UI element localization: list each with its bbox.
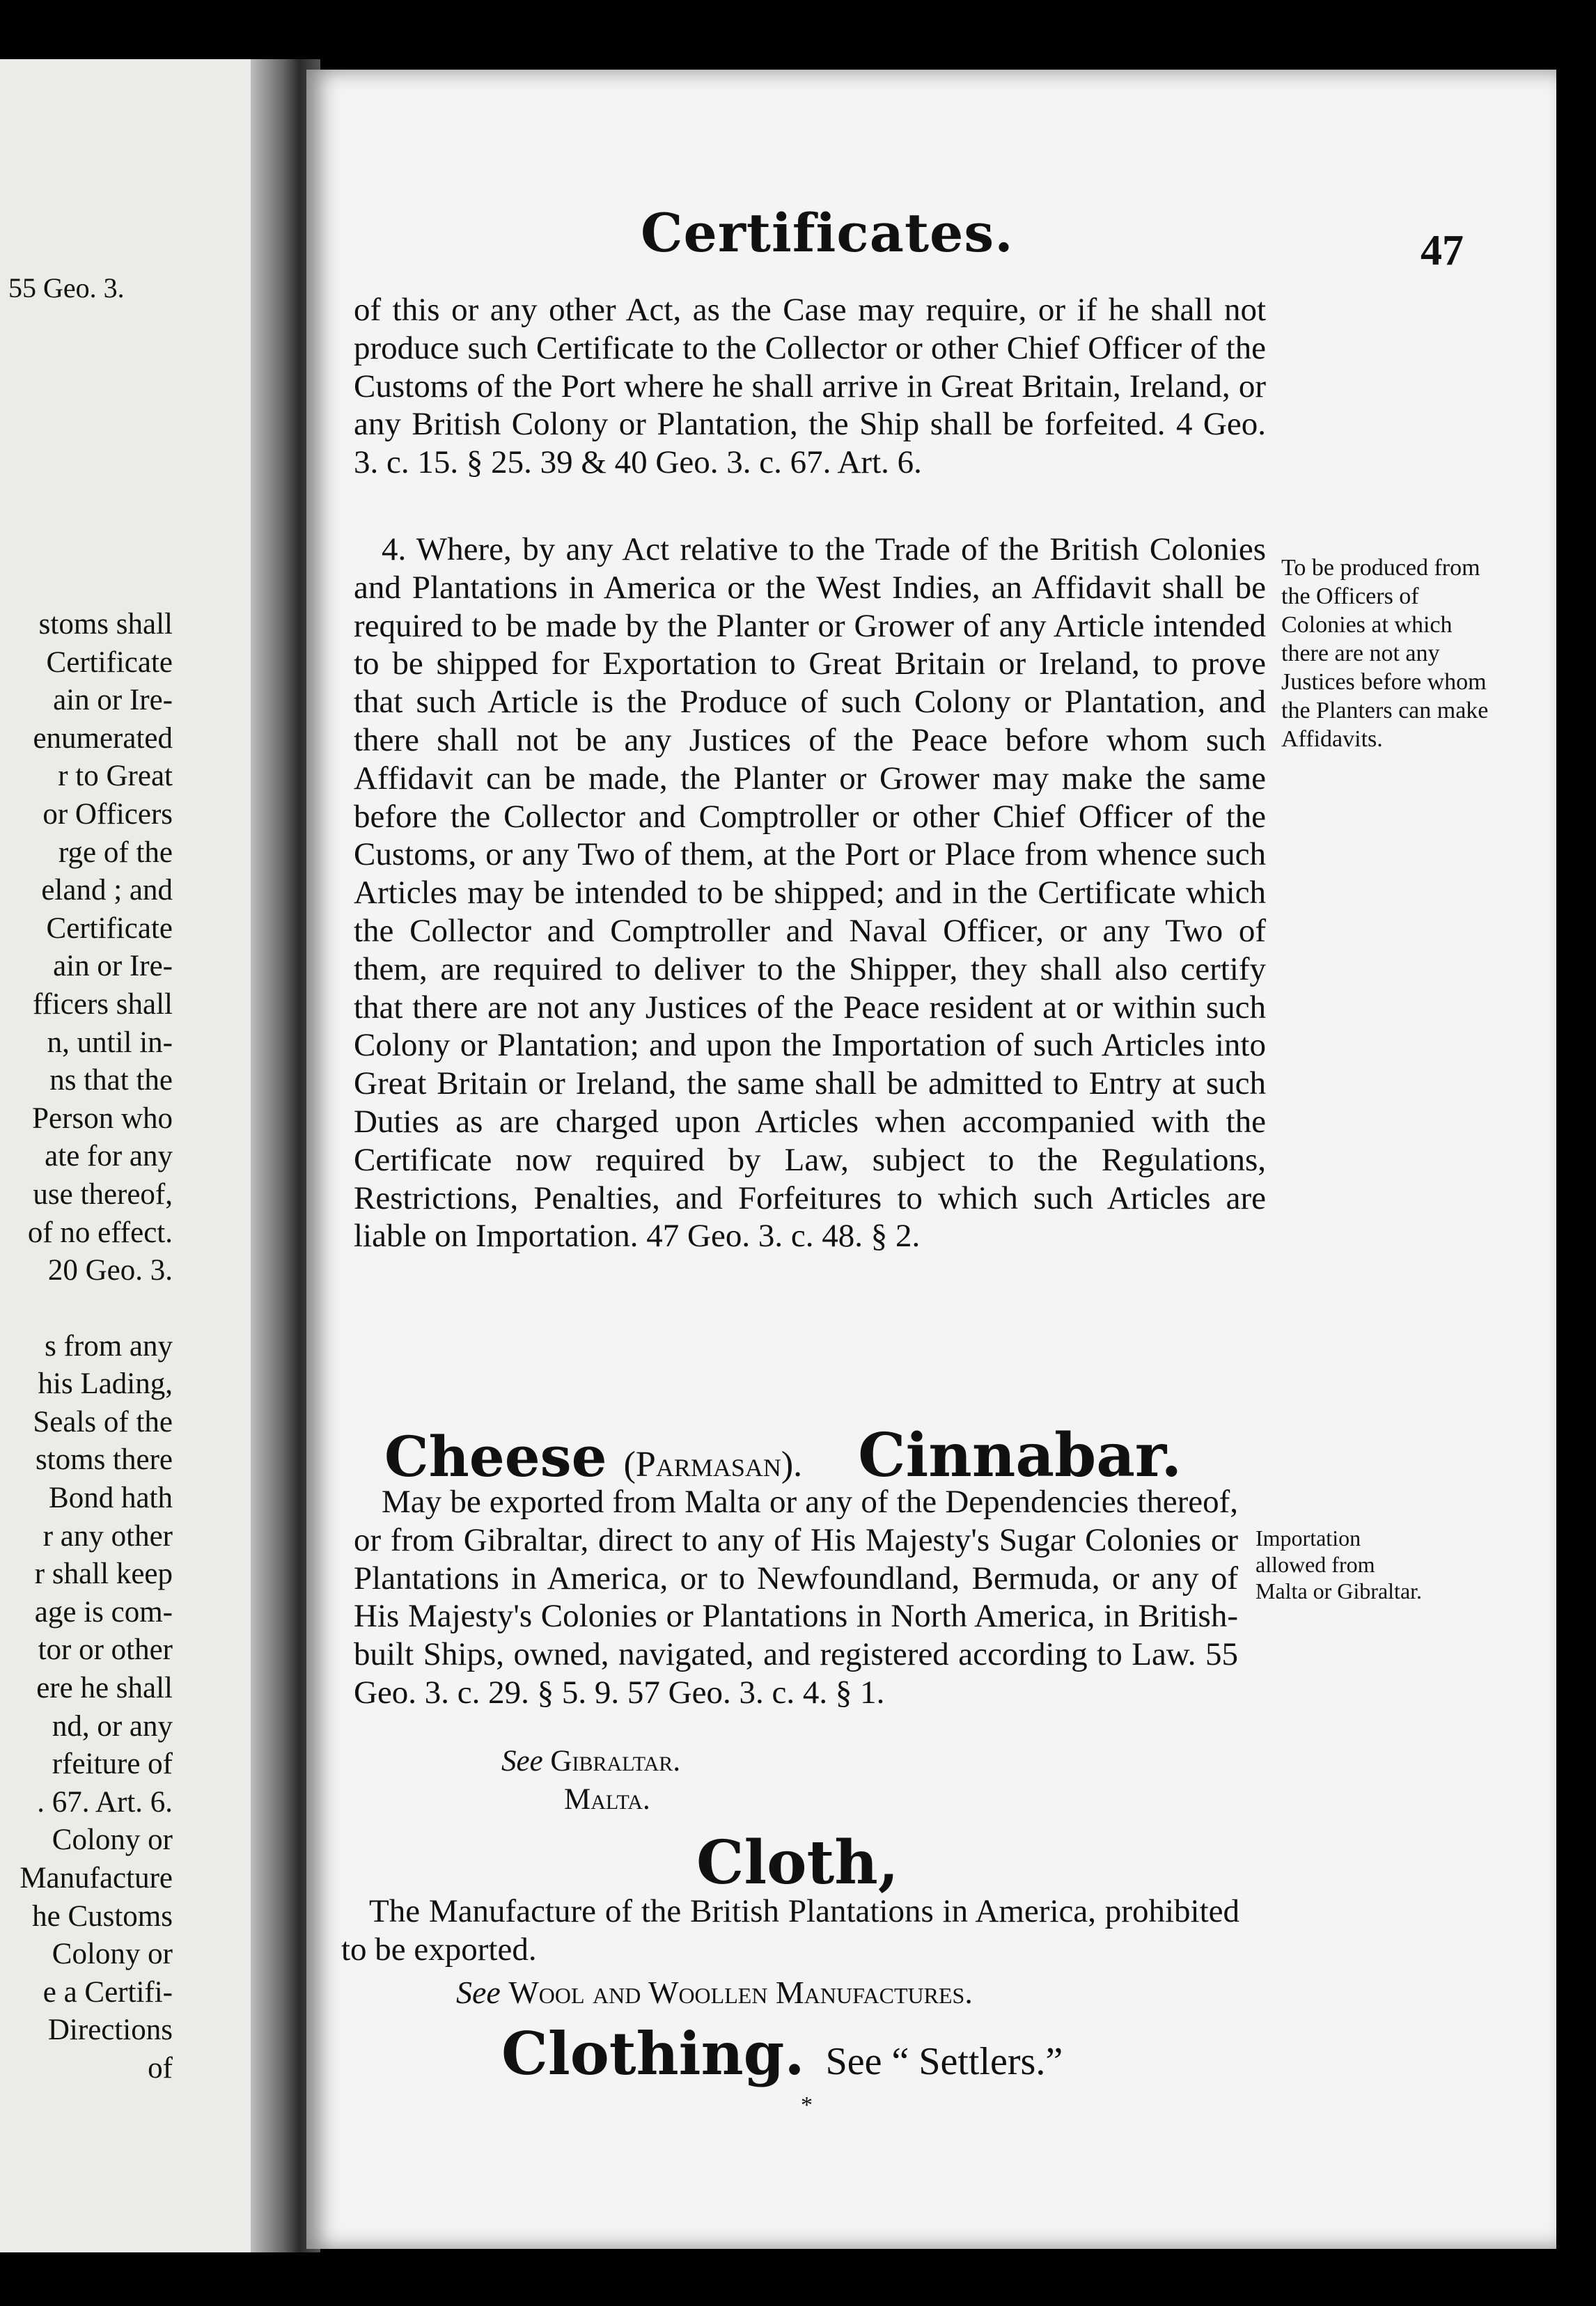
left-page-line: of no effect.: [27, 1216, 173, 1249]
paragraph-text: of this or any other Act, as the Case may require, or if he shall not produce such Certificate to the Collector or other Chief Officer of the Customs of the Port where he shall arrive in Great Britain, Ireland, or any British Colony or Plantation, the Ship shall be forfeited. 4 Geo. 3. c. 15. § 25. 39 & 40 Geo. 3. c. 67. Art. 6.: [354, 292, 1266, 481]
running-head: Certificates.: [641, 202, 1014, 264]
left-page-line: . 67. Art. 6.: [37, 1785, 173, 1819]
left-page-line: r any other: [42, 1519, 173, 1553]
left-page-line: s from any: [45, 1329, 173, 1363]
left-page-line: Person who: [32, 1101, 173, 1135]
left-page-line: stoms there: [35, 1443, 173, 1477]
heading-clothing: Clothing.: [501, 2019, 805, 2088]
left-page-line: nd, or any: [52, 1709, 173, 1743]
heading-parmasan: (Parmasan).: [623, 1445, 803, 1484]
paragraph-text: 4. Where, by any Act relative to the Trade of the British Colonies and Plantations in America or the West Indies, an Affidavit shall be required to be made by the Planter or Grower of any Article intended to be shipped for Exportation to Great Britain or Ireland, to prove that such Article is the Produce of such Colony or Plantation, and there shall not be any Justices of the Peace before whom such Affidavit can be made, the Planter or Grower may make the same before the Collector and Comptroller or other Chief Officer of the Customs, or any Two of them, at the Port or Place from whence such Articles may be intended to be shipped; and in the Certificate which the Collector and Comptroller and Naval Officer, or any Two of them, are required to deliver to the Shipper, they shall also certify that there are not any Justices of the Peace resident at or within such Colony or Plantation; and upon the Importation of such Articles into Great Britain or Ireland, the same shall be admitted to Entry at such Duties as are charged upon Articles when accompanied with the Certificate now required by Law, subject to the Regulations, Restrictions, Penalties, and Forfeitures to which such Articles are liable on Importation. 47 Geo. 3. c. 48. § 2.: [354, 531, 1266, 1255]
left-page-line: or Officers: [42, 797, 173, 831]
left-page-line: ain or Ire-: [53, 684, 173, 717]
left-page-line: Manufacture: [19, 1862, 173, 1895]
left-page-line: Certificate: [46, 911, 173, 945]
left-page-column: [0, 606, 173, 2088]
heading-cheese-cinnabar: [384, 1420, 1262, 1491]
left-page-line: his Lading,: [38, 1367, 173, 1401]
left-page-line: Colony or: [52, 1938, 173, 1971]
page-number: 47: [1421, 227, 1464, 274]
left-page-line: Bond hath: [49, 1482, 173, 1515]
paragraph-text: May be exported from Malta or any of the Dependencies thereof, or from Gibraltar, direct to any of His Majesty's Sugar Colonies or Plantations in America, or to Newfoundland, Bermuda, or any of His Majesty's Colonies or Plantations in North America, in British-built Ships, owned, navigated, and registered according to Law. 55 Geo. 3. c. 29. § 5. 9. 57 Geo. 3. c. 4. § 1.: [354, 1484, 1238, 1711]
paragraph-text: The Manufacture of the British Plantations in America, prohibited to be exported.: [341, 1893, 1239, 1968]
left-page-line: rfeiture of: [52, 1748, 173, 1781]
left-page-line: tor or other: [38, 1633, 173, 1667]
margin-note-importation: Importation allowed from Malta or Gibraltar.: [1255, 1525, 1423, 1603]
left-page-line: 20 Geo. 3.: [47, 1254, 173, 1287]
heading-cinnabar: Cinnabar.: [858, 1420, 1182, 1491]
left-page-line: ere he shall: [36, 1672, 173, 1705]
see-label: See: [456, 1975, 501, 2010]
left-page-line: ns that the: [49, 1064, 173, 1097]
margin-note-affidavits: To be produced from the Officers of Colonies at which there are not any Justices before whom the Planters can make Affidavits.: [1281, 555, 1489, 752]
see-wool: Wool and Woollen Manufactures.: [508, 1975, 973, 2010]
cross-ref-malta: Malta.: [564, 1783, 650, 1816]
heading-cloth: Cloth,: [696, 1828, 899, 1898]
left-page-line: age is com-: [34, 1595, 173, 1629]
left-page: [0, 59, 265, 2252]
left-page-line: r shall keep: [34, 1558, 173, 1591]
left-page-reference: 55 Geo. 3.: [8, 272, 125, 304]
left-page-line: of: [148, 2051, 173, 2085]
asterisk-mark: *: [801, 2092, 813, 2118]
left-page-line: ate for any: [45, 1140, 173, 1173]
heading-clothing-row: [501, 2019, 1063, 2088]
cross-ref-gibraltar: [501, 1744, 680, 1778]
left-page-line: e a Certifi-: [42, 1975, 173, 2009]
paragraph-affidavit: [354, 531, 1266, 1255]
heading-cheese: Cheese: [384, 1424, 607, 1489]
left-page-line: he Customs: [32, 1899, 173, 1933]
left-page-line: enumerated: [33, 721, 173, 755]
paragraph-certificate-continued: [354, 291, 1266, 482]
clothing-see-settlers: See “ Settlers.”: [825, 2040, 1063, 2083]
left-page-line: eland ; and: [41, 874, 173, 907]
left-page-line: use thereof,: [33, 1177, 173, 1211]
left-page-line: Certificate: [46, 645, 173, 679]
left-page-line: Seals of the: [33, 1405, 173, 1438]
paragraph-cinnabar: [354, 1483, 1238, 1712]
paragraph-cloth: [341, 1892, 1239, 1969]
left-page-line: n, until in-: [47, 1026, 173, 1059]
left-page-line: Directions: [47, 2014, 173, 2047]
left-page-line: stoms shall: [38, 608, 173, 641]
see-gibraltar: Gibraltar.: [550, 1745, 681, 1778]
left-page-line: fficers shall: [33, 987, 173, 1021]
left-page-line: ain or Ire-: [53, 950, 173, 983]
see-label: See: [501, 1745, 543, 1778]
left-page-line: Colony or: [52, 1823, 173, 1857]
left-page-line: r to Great: [58, 760, 173, 793]
left-page-line: rge of the: [58, 836, 173, 869]
cross-ref-wool: [456, 1974, 973, 2011]
left-page-line: [0, 1290, 173, 1328]
